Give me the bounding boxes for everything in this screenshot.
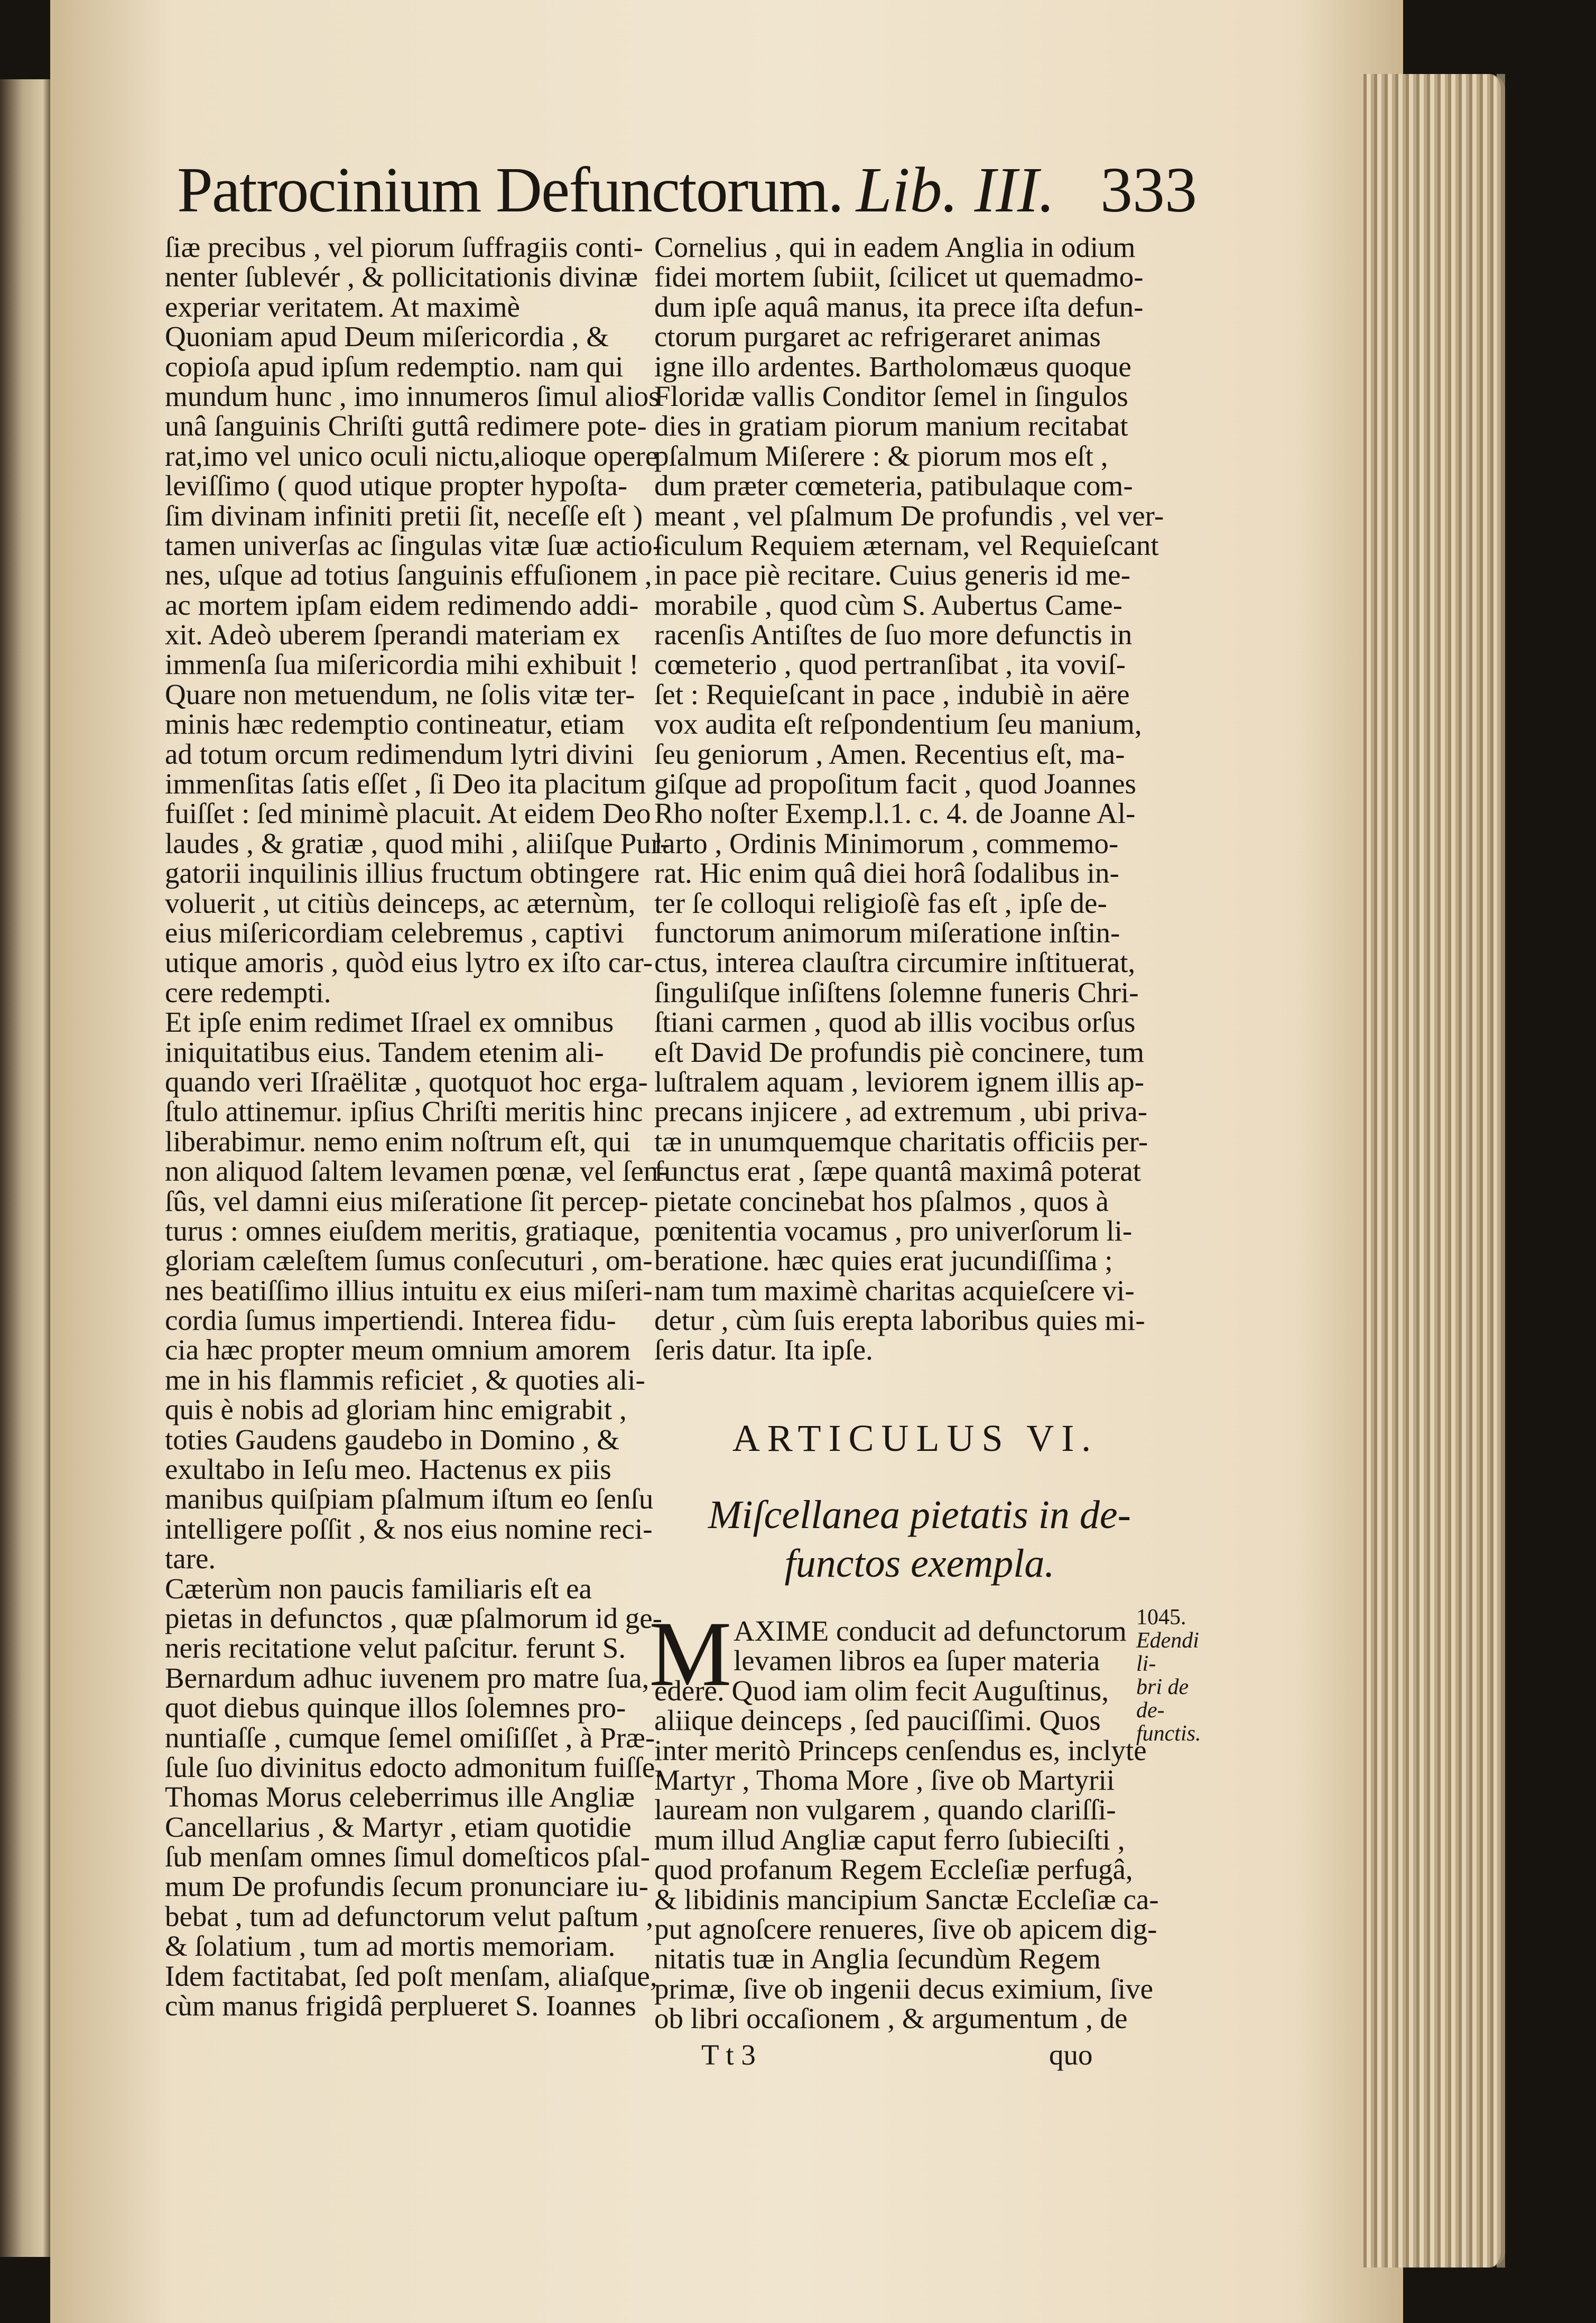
text-line: voluerit , ut citiùs deinceps, ac æternùm, <box>165 886 636 919</box>
text-line: intelligere poſſit , & nos eius nomine reci- <box>165 1512 653 1545</box>
page-number: 333 <box>1100 154 1197 226</box>
text-line: & libidinis mancipium Sanctæ Eccleſiæ ca- <box>654 1883 1159 1915</box>
running-head <box>177 153 1197 227</box>
text-line: nes, uſque ad totius ſanguinis effuſionem , <box>165 559 652 591</box>
text-line: fidei mortem ſubiit, ſcilicet ut quemadmo- <box>654 261 1144 293</box>
text-line: Rho noſter Exemp.l.1. c. 4. de Joanne Al- <box>654 797 1136 830</box>
text-line: put agnoſcere renueres, ſive ob apicem dig- <box>654 1912 1157 1945</box>
text-line: me in his flammis reficiet , & quoties ali- <box>165 1363 645 1396</box>
text-line: Quare non metuendum, ne ſolis vitæ ter- <box>165 678 635 710</box>
text-line: quando veri Iſraëlitæ , quotquot hoc erga- <box>165 1065 648 1098</box>
text-line: vox audita eſt reſpondentium ſeu manium, <box>654 708 1142 741</box>
page-edges <box>1363 74 1505 2268</box>
text-line: nuntiaſſe , cumque ſemel omiſiſſet , à Præ- <box>165 1721 655 1754</box>
text-line: functus erat , ſæpe quantâ maximâ poterat <box>654 1155 1141 1188</box>
text-line: ſiculum Requiem æternam, vel Requieſcant <box>654 529 1159 561</box>
text-line: beratione. hæc quies erat jucundiſſima ; <box>654 1244 1113 1277</box>
text-line: manibus quiſpiam pſalmum iſtum eo ſenſu <box>165 1483 654 1515</box>
text-line: bebat , tum ad defunctorum velut paſtum , <box>165 1900 654 1932</box>
article-subtitle-line: Miſcellanea pietatis in de- <box>708 1493 1131 1537</box>
text-line: neris recitatione velut paſcitur. ferunt S. <box>165 1632 626 1664</box>
text-line: tamen univerſas ac ſingulas vitæ ſuæ actio- <box>165 529 662 561</box>
text-line: cùm manus frigidâ perplueret S. Ioannes <box>165 1989 636 2022</box>
article-subtitle <box>682 1491 1157 1588</box>
text-line: primæ, ſive ob ingenii decus eximium, ſive <box>654 1972 1154 2005</box>
text-line: ſeu geniorum , Amen. Recentius eſt, ma- <box>654 737 1125 770</box>
text-line: ob libri occaſionem , & argumentum , de <box>654 2002 1128 2035</box>
text-line: ſtiani carmen , quod ab illis vocibus orſus <box>654 1006 1136 1039</box>
text-line: in pace piè recitare. Cuius generis id me- <box>654 559 1131 591</box>
text-line: rat. Hic enim quâ diei horâ ſodalibus in- <box>654 857 1119 890</box>
text-line: functorum animorum miſeratione inſtin- <box>654 916 1120 949</box>
text-line: detur , cùm ſuis erepta laboribus quies mi- <box>654 1304 1145 1337</box>
text-line: tæ in unumquemque charitatis officiis per- <box>654 1125 1148 1158</box>
text-line: quot diebus quinque illos ſolemnes pro- <box>165 1691 626 1724</box>
left-column <box>165 231 670 2022</box>
text-line: utique amoris , quòd eius lytro ex iſto car- <box>165 946 653 979</box>
text-line: igne illo ardentes. Bartholomæus quoque <box>654 350 1131 383</box>
text-line: minis hæc redemptio contineatur, etiam <box>165 708 625 741</box>
text-line: levamen libros ea ſuper materia <box>734 1644 1100 1677</box>
marginal-note-line: Edendi li- <box>1136 1628 1199 1676</box>
text-line: nitatis tuæ in Anglia ſecundùm Regem <box>654 1942 1101 1975</box>
text-line: liberabimur. nemo enim noſtrum eſt, qui <box>165 1125 631 1158</box>
text-line: toties Gaudens gaudebo in Domino , & <box>165 1423 620 1456</box>
catchword: quo <box>1049 2039 1093 2071</box>
text-line: ter ſe colloqui religioſè fas eſt , ipſe de- <box>654 886 1107 919</box>
right-column <box>654 231 1164 1366</box>
text-line: eius miſericordiam celebremus , captivi <box>165 916 624 949</box>
text-line: cordia ſumus impertiendi. Interea fidu- <box>165 1304 616 1337</box>
text-line: rat,imo vel unico oculi nictu,alioque opere <box>165 439 658 472</box>
text-line: nenter ſublevér , & pollicitationis divinæ <box>165 261 638 293</box>
text-line: xit. Adeò uberem ſperandi materiam ex <box>165 618 620 651</box>
text-line: dum præter cœmeteria, patibulaque com- <box>654 469 1133 502</box>
text-line: immenſa ſua miſericordia mihi exhibuit ! <box>165 648 639 681</box>
text-line: Et ipſe enim redimet Iſrael ex omnibus <box>165 1006 614 1039</box>
text-line: ſule ſuo divinitus edocto admonitum fuiſſe. <box>165 1751 662 1783</box>
text-line: edere. Quod iam olim fecit Auguſtinus, <box>654 1674 1109 1707</box>
text-line: lauream non vulgarem , quando clariſſi- <box>654 1793 1116 1826</box>
marginal-note <box>1136 1606 1215 1745</box>
text-line: turus : omnes eiuſdem meritis, gratiaque, <box>165 1214 641 1247</box>
text-line: dies in gratiam piorum manium recitabat <box>654 410 1128 442</box>
text-line: & ſolatium , tum ad mortis memoriam. <box>165 1930 616 1963</box>
text-line: nam tum maximè charitas acquieſcere vi- <box>654 1274 1135 1307</box>
text-line: giſque ad propoſitum facit , quod Joannes <box>654 767 1136 800</box>
text-line: ac mortem ipſam eidem redimendo addi- <box>165 588 639 621</box>
text-line: Cæterùm non paucis familiaris eſt ea <box>165 1572 592 1605</box>
text-line: copioſa apud ipſum redemptio. nam qui <box>165 350 624 383</box>
text-line: Cornelius , qui in eadem Anglia in odium <box>654 231 1136 263</box>
text-line: AXIME conducit ad defunctorum <box>734 1615 1127 1647</box>
article-subtitle-line: functos exempla. <box>784 1541 1055 1586</box>
text-line: Floridæ vallis Conditor ſemel in ſingulos <box>654 380 1128 412</box>
text-line: mum illud Angliæ caput ferro ſubieciſti , <box>654 1823 1125 1856</box>
text-line: iniquitatibus eius. Tandem etenim ali- <box>165 1035 604 1068</box>
text-line: ſûs, vel damni eius miſeratione ſit percep- <box>165 1184 648 1217</box>
article-body <box>654 1615 1159 2035</box>
text-line: tare. <box>165 1542 216 1575</box>
signature-mark: T t 3 <box>701 2039 756 2071</box>
text-line: pietas in defunctos , quæ pſalmorum id ge- <box>165 1602 662 1634</box>
text-line: pietate concinebat hos pſalmos , quos à <box>654 1184 1109 1217</box>
text-line: inter meritò Princeps cenſendus es, inclyte <box>654 1734 1147 1766</box>
text-line: Bernardum adhuc iuvenem pro matre ſua, <box>165 1661 649 1694</box>
text-line: ſim divinam infiniti pretii ſit, neceſſe eſt ) <box>165 499 643 532</box>
text-line: quod profanum Regem Eccleſiæ perfugâ, <box>654 1853 1133 1886</box>
text-line: ſet : Requieſcant in pace , indubiè in aëre <box>654 678 1130 710</box>
text-line: ctus, interea clauſtra circumire inſtituerat, <box>654 946 1136 979</box>
marginal-note-line: functis. <box>1136 1722 1201 1746</box>
text-line: non aliquod ſaltem levamen pœnæ, vel ſen- <box>165 1155 668 1188</box>
text-line: precans injicere , ad extremum , ubi priva- <box>654 1095 1148 1128</box>
text-line: Cancellarius , & Martyr , etiam quotidie <box>165 1810 632 1843</box>
text-line: ctorum purgaret ac refrigeraret animas <box>654 320 1101 353</box>
text-line: quis è nobis ad gloriam hinc emigrabit , <box>165 1393 627 1426</box>
text-line: Quoniam apud Deum miſericordia , & <box>165 320 609 353</box>
text-line: luſtralem aquam , leviorem ignem illis ap- <box>654 1065 1145 1098</box>
text-line: ad totum orcum redimendum lytri divini <box>165 737 634 770</box>
text-line: ſeris datur. Ita ipſe. <box>654 1334 873 1366</box>
text-line: mundum hunc , imo innumeros ſimul alios <box>165 380 660 412</box>
text-line: experiar veritatem. At maximè <box>165 290 520 323</box>
text-line: immenſitas ſatis eſſet , ſi Deo ita placitum <box>165 767 646 800</box>
text-line: Thomas Morus celeberrimus ille Angliæ <box>165 1781 635 1813</box>
text-line: aliique deinceps , ſed pauciſſimi. Quos <box>654 1704 1101 1737</box>
text-line: eſt David De profundis piè concinere, tum <box>654 1035 1145 1068</box>
text-line: cere redempti. <box>165 976 331 1008</box>
text-line: pſalmum Miſerere : & piorum mos eſt , <box>654 439 1108 472</box>
text-line: dum ipſe aquâ manus, ita prece iſta defun- <box>654 290 1144 323</box>
text-line: leviſſimo ( quod utique propter hypoſta- <box>165 469 628 502</box>
book-number: Lib. III. <box>856 154 1055 226</box>
text-line: exultabo in Ieſu meo. Hactenus ex piis <box>165 1453 611 1486</box>
marginal-note-line: bri de de- <box>1136 1675 1189 1723</box>
text-line: larto , Ordinis Minimorum , commemo- <box>654 827 1119 859</box>
text-line: cia hæc propter meum omnium amorem <box>165 1334 631 1366</box>
text-line: unâ ſanguinis Chriſti guttâ redimere pote- <box>165 410 647 442</box>
text-line: ſub menſam omnes ſimul domeſticos pſal- <box>165 1840 651 1873</box>
text-line: cœmeterio , quod pertranſibat , ita voviſ- <box>654 648 1126 681</box>
text-line: nes beatiſſimo illius intuitu ex eius miſeri- <box>165 1274 653 1307</box>
text-line: Idem factitabat, ſed poſt menſam, aliaſque, <box>165 1959 657 1992</box>
text-line: ſtulo attinemur. ipſius Chriſti meritis hinc <box>165 1095 643 1128</box>
text-line: gatorii inquilinis illius fructum obtingere <box>165 857 640 890</box>
running-title: Patrocinium Defunctorum. <box>177 154 843 226</box>
text-line: fuiſſet : ſed minimè placuit. At eidem Deo <box>165 797 651 830</box>
text-line: racenſis Antiſtes de ſuo more defunctis in <box>654 618 1133 651</box>
text-line: pœnitentia vocamus , pro univerſorum li- <box>654 1214 1133 1247</box>
text-line: meant , vel pſalmum De profundis , vel ver- <box>654 499 1164 532</box>
drop-capital: M <box>649 1603 732 1706</box>
text-line: laudes , & gratiæ , quod mihi , aliiſque Pur- <box>165 827 670 859</box>
text-line: ſinguliſque inſiſtens ſolemne funeris Chri- <box>654 976 1139 1008</box>
article-heading: ARTICULUS VI. <box>732 1417 1099 1459</box>
text-line: mum De profundis ſecum pronunciare iu- <box>165 1870 648 1903</box>
text-line: morabile , quod cùm S. Aubertus Came- <box>654 588 1122 621</box>
text-line: gloriam cæleſtem ſumus conſecuturi , om- <box>165 1244 653 1277</box>
text-line: ſiæ precibus , vel piorum ſuffragiis conti- <box>165 231 643 263</box>
facing-page-edge <box>0 79 50 2257</box>
marginal-note-number: 1045. <box>1136 1605 1186 1630</box>
text-line: Martyr , Thoma More , ſive ob Martyrii <box>654 1763 1115 1796</box>
